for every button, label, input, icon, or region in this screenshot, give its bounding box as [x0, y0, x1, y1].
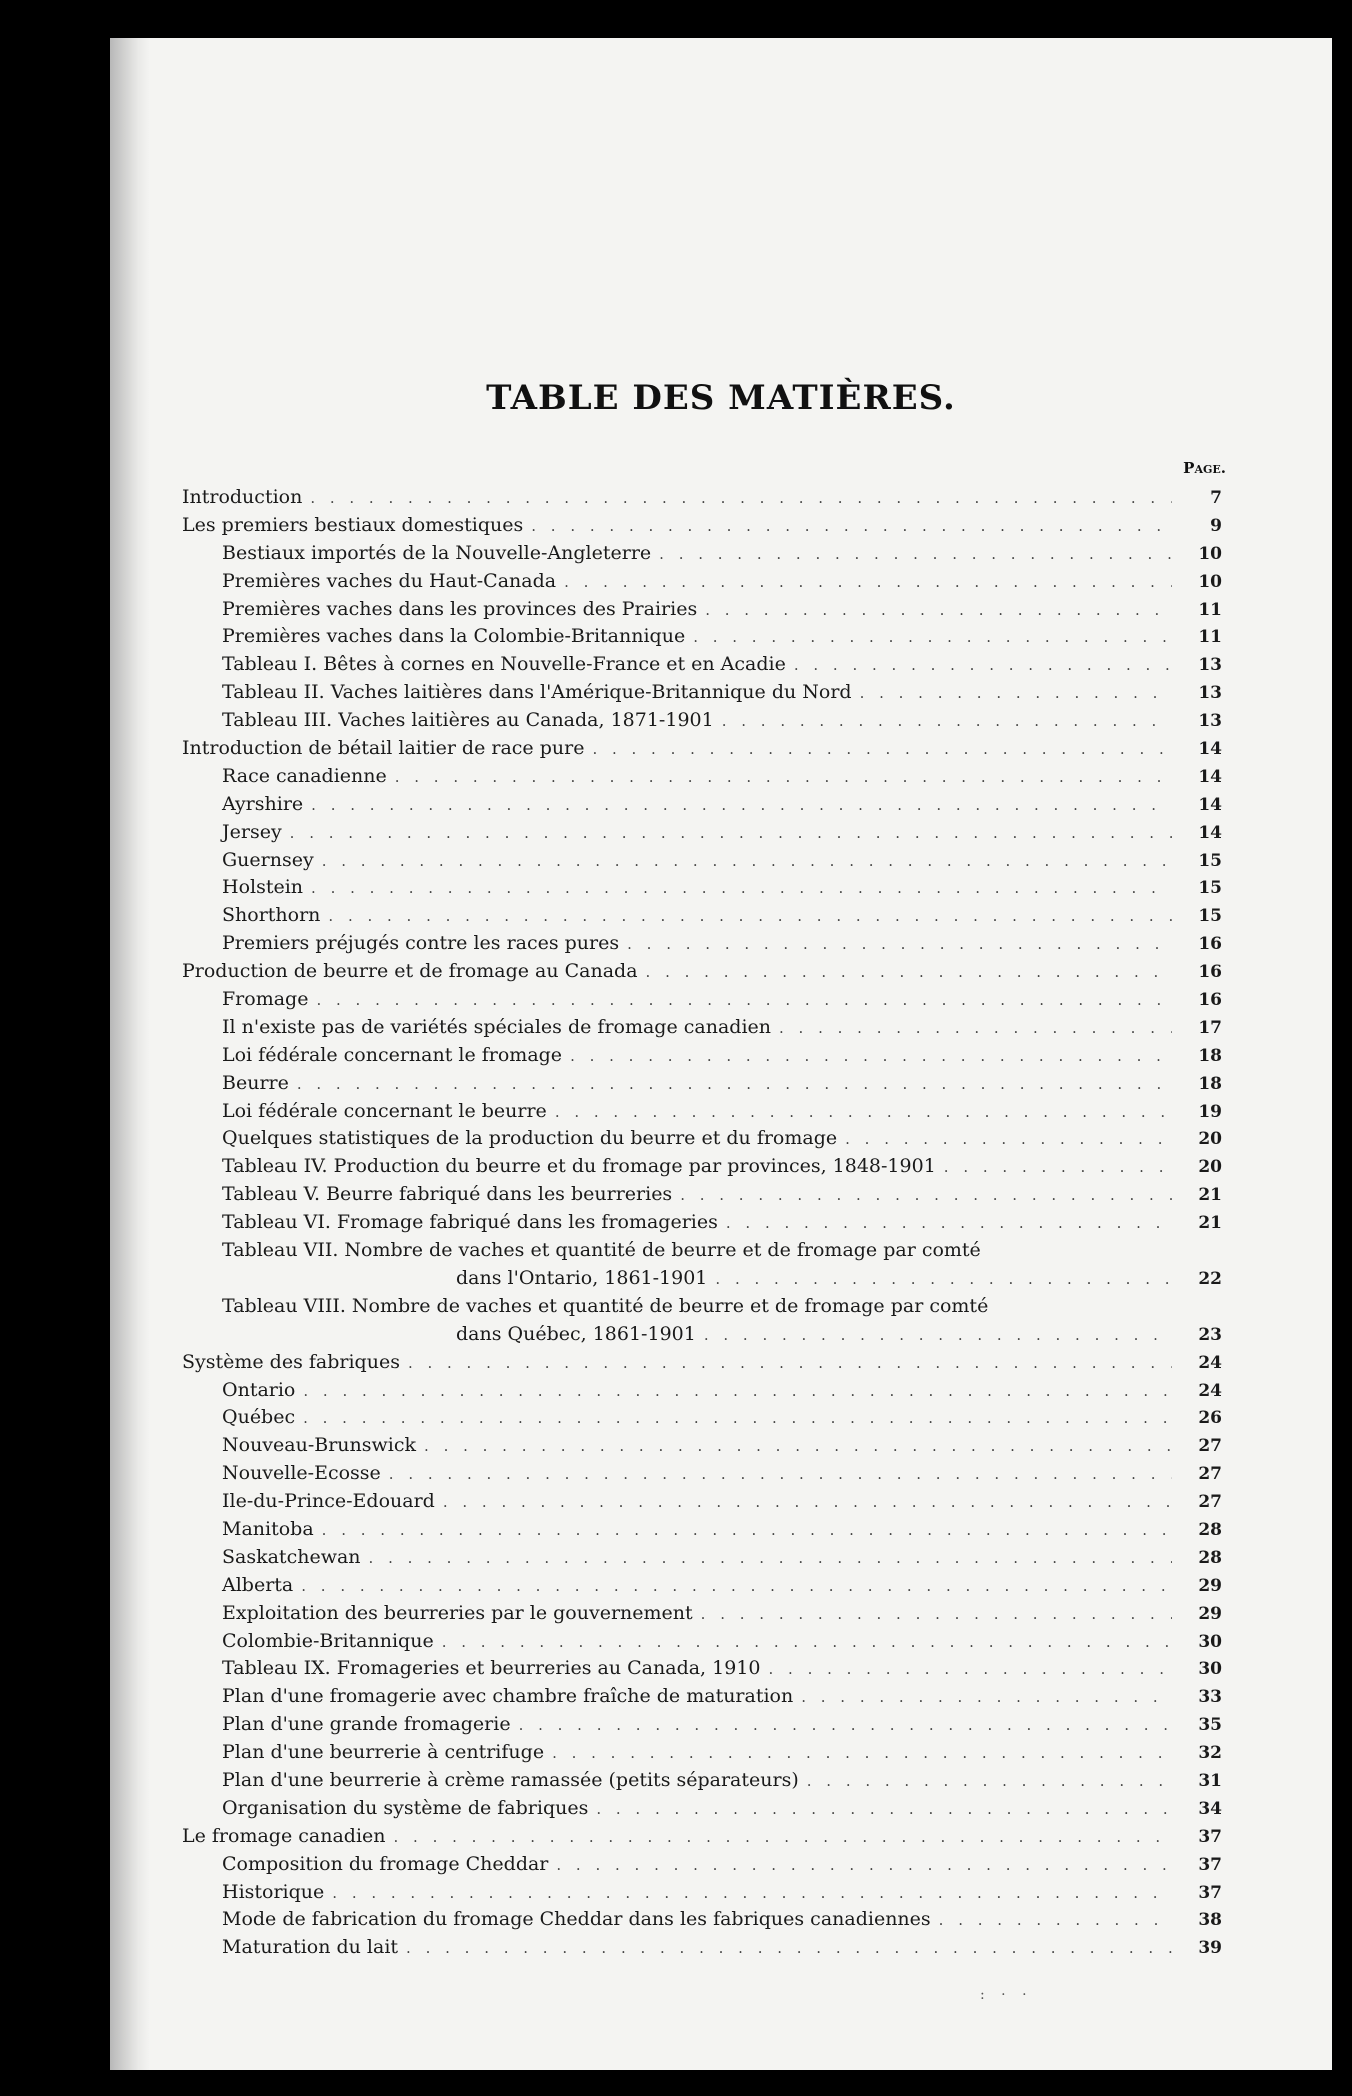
toc-leader-dots [807, 1772, 1172, 1790]
toc-entry-title: Mode de fabrication du fromage Cheddar dans les fabriques canadiennes [222, 1908, 931, 1931]
toc-entry-page: 20 [1198, 1129, 1222, 1150]
toc-leader-dots [408, 1354, 1172, 1372]
toc-leader-dots [939, 1911, 1172, 1929]
toc-leader-dots [722, 712, 1172, 730]
toc-entry-page: 37 [1198, 1826, 1222, 1847]
toc-entry [182, 1211, 1222, 1239]
toc-entry-title: Nouveau-Brunswick [222, 1434, 417, 1457]
toc-entry-page: 27 [1198, 1492, 1222, 1513]
toc-entry-title: Exploitation des beurreries par le gouvernement [222, 1601, 693, 1624]
toc-entry-page: 21 [1198, 1213, 1222, 1234]
toc-entry-page: 17 [1198, 1017, 1222, 1038]
toc-entry [182, 681, 1222, 709]
toc-leader-dots [442, 1633, 1172, 1651]
toc-leader-dots [555, 1103, 1172, 1121]
toc-entry [182, 1657, 1222, 1685]
toc-leader-dots [332, 1884, 1172, 1902]
toc-entry-title: Jersey [222, 820, 282, 843]
toc-entry [182, 1379, 1222, 1407]
toc-leader-dots [705, 601, 1172, 619]
toc-entry-page: 28 [1198, 1547, 1222, 1568]
toc-leader-dots [592, 740, 1172, 758]
toc-entry [182, 1741, 1222, 1769]
toc-entry [182, 988, 1222, 1016]
toc-entry-page: 18 [1198, 1045, 1222, 1066]
toc-entry [182, 1351, 1222, 1379]
toc-entry-title: Loi fédérale concernant le beurre [222, 1099, 547, 1122]
toc-entry-page: 14 [1198, 822, 1222, 843]
toc-entry [182, 1323, 1222, 1351]
toc-entry [182, 1518, 1222, 1546]
toc-leader-dots [303, 1409, 1172, 1427]
toc-entry-page: 39 [1198, 1938, 1222, 1959]
toc-entry-title: Tableau VIII. Nombre de vaches et quantité de beurre et de fromage par comté [222, 1294, 989, 1317]
toc-entry-title: Manitoba [222, 1517, 314, 1540]
toc-entry [182, 1183, 1222, 1211]
toc-leader-dots [860, 684, 1172, 702]
toc-entry [182, 1100, 1222, 1128]
toc-entry-page: 9 [1210, 515, 1222, 536]
toc-entry [182, 1295, 1222, 1323]
toc-leader-dots [944, 1158, 1172, 1176]
toc-entry-page: 10 [1198, 571, 1222, 592]
toc-entry [182, 1574, 1222, 1602]
toc-entry-title: Plan d'une beurrerie à centrifuge [222, 1741, 545, 1764]
toc-entry [182, 960, 1222, 988]
toc-entry-page: 20 [1198, 1157, 1222, 1178]
toc-entry-title: Tableau V. Beurre fabriqué dans les beurreries [222, 1183, 673, 1206]
toc-entry-title: Premières vaches du Haut-Canada [222, 569, 557, 592]
toc-entry-page: 13 [1198, 683, 1222, 704]
toc-entry-page: 29 [1198, 1603, 1222, 1624]
toc-entry-title: Système des fabriques [182, 1350, 400, 1373]
toc-entry [182, 1546, 1222, 1574]
toc-entry [182, 514, 1222, 542]
toc-leader-dots [769, 1660, 1173, 1678]
toc-entry [182, 1462, 1222, 1490]
toc-entry-title: Tableau IV. Production du beurre et du fromage par provinces, 1848-1901 [222, 1155, 936, 1178]
toc-leader-dots [715, 1270, 1172, 1288]
toc-entry-title: dans Québec, 1861-1901 [456, 1322, 696, 1345]
toc-entry-page: 22 [1198, 1268, 1222, 1289]
toc-entry-title: Fromage [222, 988, 309, 1011]
toc-leader-dots [552, 1744, 1172, 1762]
toc-entry [182, 1630, 1222, 1658]
toc-entry [182, 849, 1222, 877]
toc-entry-page: 30 [1198, 1659, 1222, 1680]
toc-entry-title: Nouvelle-Ecosse [222, 1462, 381, 1485]
toc-entry-page: 13 [1198, 655, 1222, 676]
toc-entry-title: Holstein [222, 876, 304, 899]
toc-entry-page: 19 [1198, 1101, 1222, 1122]
page-title: TABLE DES MATIÈRES. [486, 378, 956, 418]
toc-entry-title: Tableau III. Vaches laitières au Canada, 1871-1901 [222, 709, 714, 732]
toc-entry [182, 1713, 1222, 1741]
toc-leader-dots [406, 1939, 1172, 1957]
toc-leader-dots [395, 768, 1172, 786]
toc-entry [182, 1853, 1222, 1881]
document-page [110, 38, 1332, 2070]
toc-entry-title: Shorthorn [222, 904, 321, 927]
toc-leader-dots [369, 1549, 1172, 1567]
toc-leader-dots [303, 1382, 1172, 1400]
toc-entry-page: 10 [1198, 543, 1222, 564]
toc-entry [182, 1155, 1222, 1183]
toc-entry [182, 1936, 1222, 1964]
toc-leader-dots [680, 1186, 1172, 1204]
toc-leader-dots [845, 1130, 1172, 1148]
toc-leader-dots [290, 824, 1172, 842]
toc-leader-dots [316, 991, 1172, 1009]
toc-entry [182, 876, 1222, 904]
toc-entry-title: Tableau VII. Nombre de vaches et quantité de beurre et de fromage par comté [222, 1239, 981, 1262]
toc-leader-dots [424, 1437, 1172, 1455]
toc-entry-title: Quelques statistiques de la production du beurre et du fromage [222, 1127, 838, 1150]
toc-entry-title: Composition du fromage Cheddar [222, 1852, 549, 1875]
toc-entry-page: 37 [1198, 1854, 1222, 1875]
toc-entry-title: Bestiaux importés de la Nouvelle-Angleterre [222, 541, 652, 564]
toc-entry [182, 570, 1222, 598]
toc-entry-title: Race canadienne [222, 764, 387, 787]
toc-entry-page: 26 [1198, 1408, 1222, 1429]
toc-leader-dots [322, 1521, 1172, 1539]
toc-leader-dots [693, 628, 1172, 646]
toc-entry-page: 29 [1198, 1575, 1222, 1596]
toc-entry-page: 30 [1198, 1631, 1222, 1652]
toc-entry [182, 1490, 1222, 1518]
toc-leader-dots [311, 879, 1172, 897]
toc-entry-title: Introduction [182, 486, 303, 508]
toc-entry-title: Ile-du-Prince-Edouard [222, 1490, 435, 1513]
toc-entry-title: Ontario [222, 1378, 296, 1401]
toc-entry-title: Production de beurre et de fromage au Canada [182, 960, 638, 983]
toc-entry [182, 1769, 1222, 1797]
toc-entry-title: Maturation du lait [222, 1936, 399, 1959]
toc-entry [182, 1602, 1222, 1630]
toc-entry-page: 16 [1198, 934, 1222, 955]
toc-leader-dots [794, 656, 1172, 674]
page-column-header: Page. [1183, 459, 1226, 477]
toc-entry-title: Beurre [222, 1071, 289, 1094]
toc-entry-page: 28 [1198, 1519, 1222, 1540]
toc-entry-title: Les premiers bestiaux domestiques [182, 513, 524, 536]
toc-leader-dots [519, 1716, 1172, 1734]
toc-entry [182, 821, 1222, 849]
scan-specks: : · · [980, 1987, 1033, 2003]
toc-entry-page: 21 [1198, 1185, 1222, 1206]
toc-entry-title: Tableau VI. Fromage fabriqué dans les fromageries [222, 1211, 718, 1234]
toc-entry-title: Plan d'une fromagerie avec chambre fraîche de maturation [222, 1685, 794, 1708]
toc-entry-title: Premiers préjugés contre les races pures [222, 932, 620, 955]
toc-entry [182, 1685, 1222, 1713]
toc-entry [182, 1267, 1222, 1295]
toc-entry-page: 14 [1198, 739, 1222, 760]
table-of-contents [182, 486, 1222, 1964]
toc-leader-dots [726, 1214, 1172, 1232]
toc-entry-page: 23 [1198, 1324, 1222, 1345]
toc-entry [182, 1239, 1222, 1267]
toc-leader-dots [443, 1493, 1172, 1511]
toc-leader-dots [394, 1828, 1173, 1846]
toc-entry [182, 1127, 1222, 1155]
toc-entry [182, 1797, 1222, 1825]
toc-entry-page: 11 [1198, 627, 1222, 648]
toc-entry-title: Tableau I. Bêtes à cornes en Nouvelle-France et en Acadie [222, 653, 786, 676]
toc-entry [182, 1044, 1222, 1072]
toc-entry-page: 31 [1198, 1770, 1222, 1791]
toc-entry-title: Introduction de bétail laitier de race pure [182, 737, 585, 760]
toc-leader-dots [779, 1019, 1172, 1037]
toc-leader-dots [704, 1326, 1172, 1344]
toc-entry [182, 653, 1222, 681]
toc-leader-dots [556, 1856, 1172, 1874]
toc-leader-dots [389, 1465, 1172, 1483]
toc-entry-page: 35 [1198, 1715, 1222, 1736]
toc-entry-page: 14 [1198, 766, 1222, 787]
toc-entry-title: Le fromage canadien [182, 1824, 386, 1847]
toc-entry-page: 13 [1198, 711, 1222, 732]
toc-entry-page: 27 [1198, 1436, 1222, 1457]
toc-entry [182, 765, 1222, 793]
toc-entry [182, 598, 1222, 626]
toc-entry [182, 1072, 1222, 1100]
toc-leader-dots [328, 907, 1172, 925]
toc-entry [182, 625, 1222, 653]
toc-entry-page: 15 [1198, 850, 1222, 871]
spine-shadow [110, 38, 150, 2070]
toc-leader-dots [646, 963, 1172, 981]
toc-entry-page: 7 [1210, 488, 1222, 508]
toc-entry [182, 904, 1222, 932]
toc-leader-dots [564, 573, 1172, 591]
toc-entry-page: 24 [1198, 1380, 1222, 1401]
toc-leader-dots [627, 935, 1172, 953]
toc-leader-dots [297, 1075, 1172, 1093]
toc-leader-dots [570, 1047, 1172, 1065]
toc-entry-title: Colombie-Britannique [222, 1629, 434, 1652]
toc-entry-title: Tableau II. Vaches laitières dans l'Amérique-Britannique du Nord [222, 681, 852, 704]
toc-entry-page: 33 [1198, 1687, 1222, 1708]
toc-entry-title: dans l'Ontario, 1861-1901 [456, 1266, 708, 1289]
toc-entry-title: Saskatchewan [222, 1545, 361, 1568]
toc-leader-dots [596, 1800, 1172, 1818]
toc-leader-dots [301, 1577, 1172, 1595]
toc-entry-title: Alberta [222, 1573, 294, 1596]
toc-entry-title: Guernsey [222, 848, 314, 871]
toc-entry [182, 932, 1222, 960]
toc-entry [182, 542, 1222, 570]
toc-entry-title: Loi fédérale concernant le fromage [222, 1043, 563, 1066]
toc-entry-page: 24 [1198, 1352, 1222, 1373]
toc-leader-dots [322, 852, 1172, 870]
toc-entry-title: Plan d'une grande fromagerie [222, 1713, 511, 1736]
toc-entry-page: 15 [1198, 906, 1222, 927]
toc-entry-title: Premières vaches dans la Colombie-Britannique [222, 625, 686, 648]
toc-entry-page: 34 [1198, 1798, 1222, 1819]
toc-entry [182, 1908, 1222, 1936]
toc-entry [182, 1881, 1222, 1909]
toc-entry-page: 15 [1198, 878, 1222, 899]
toc-entry-page: 37 [1198, 1882, 1222, 1903]
toc-entry [182, 1434, 1222, 1462]
toc-entry [182, 709, 1222, 737]
toc-entry [182, 1825, 1222, 1853]
toc-entry-page: 11 [1198, 599, 1222, 620]
toc-entry-title: Ayrshire [222, 792, 304, 815]
toc-entry-title: Québec [222, 1406, 296, 1429]
toc-entry [182, 1016, 1222, 1044]
toc-entry-title: Historique [222, 1880, 325, 1903]
toc-entry-title: Il n'existe pas de variétés spéciales de fromage canadien [222, 1015, 772, 1038]
toc-entry-page: 18 [1198, 1073, 1222, 1094]
toc-entry-page: 32 [1198, 1743, 1222, 1764]
toc-entry-title: Tableau IX. Fromageries et beurreries au Canada, 1910 [222, 1657, 761, 1680]
toc-leader-dots [701, 1605, 1172, 1623]
toc-entry [182, 1406, 1222, 1434]
toc-entry-title: Plan d'une beurrerie à crème ramassée (petits séparateurs) [222, 1768, 799, 1791]
toc-entry-page: 14 [1198, 794, 1222, 815]
toc-leader-dots [311, 796, 1172, 814]
toc-entry [182, 793, 1222, 821]
toc-entry [182, 486, 1222, 514]
toc-entry-page: 16 [1198, 990, 1222, 1011]
toc-leader-dots [801, 1688, 1172, 1706]
toc-leader-dots [659, 545, 1172, 563]
toc-entry-title: Premières vaches dans les provinces des Prairies [222, 597, 698, 620]
toc-entry-page: 27 [1198, 1464, 1222, 1485]
toc-entry-page: 16 [1198, 962, 1222, 983]
toc-entry-title: Organisation du système de fabriques [222, 1796, 589, 1819]
toc-leader-dots [531, 517, 1172, 535]
toc-entry-page: 38 [1198, 1910, 1222, 1931]
toc-leader-dots [310, 489, 1172, 507]
toc-entry [182, 737, 1222, 765]
